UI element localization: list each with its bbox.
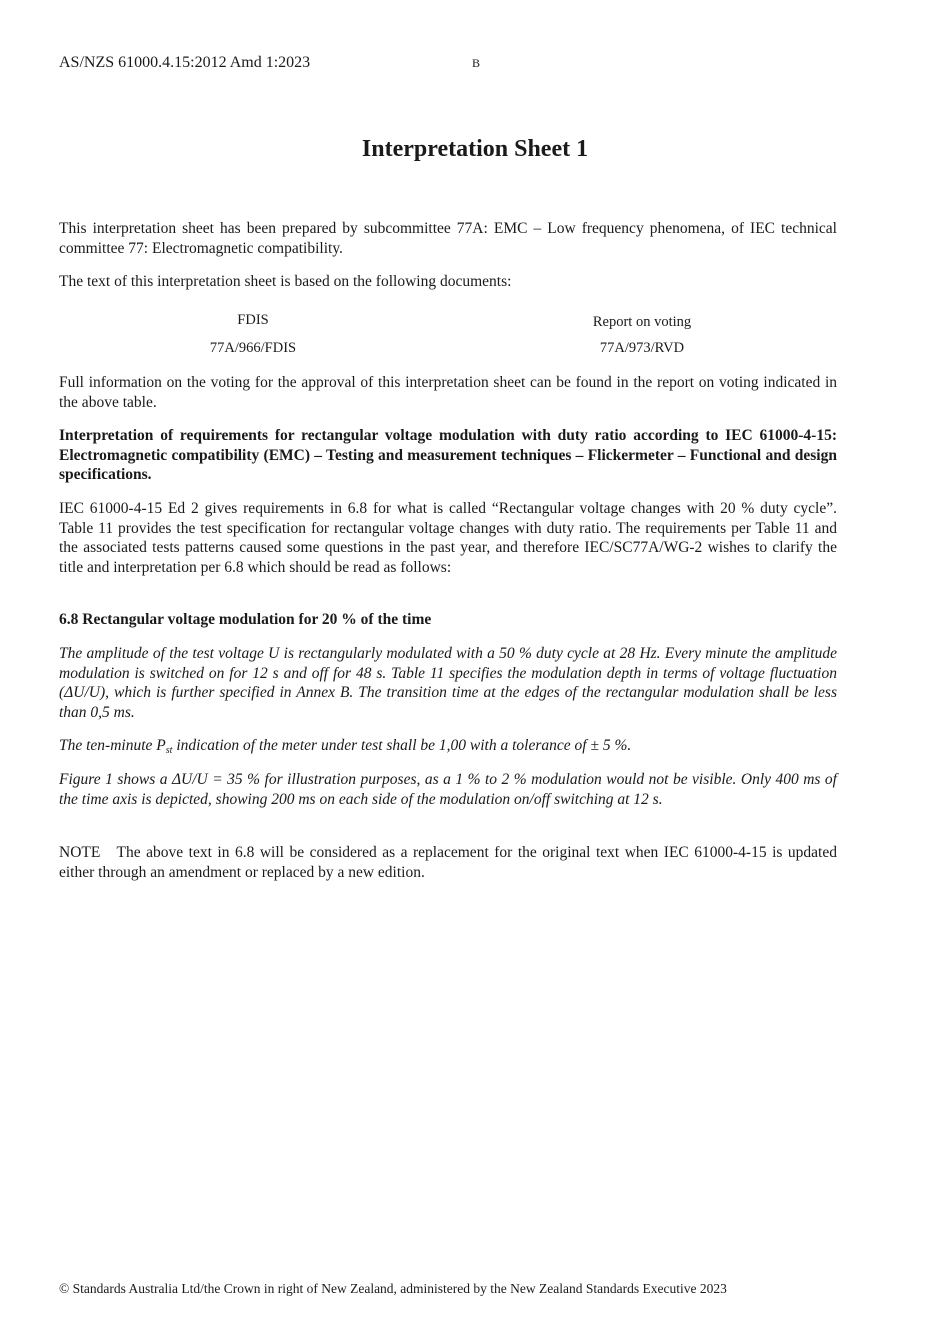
voting-info: Full information on the voting for the approval of this interpretation sheet can be found in the report on voting indicated in the above table. (59, 374, 837, 411)
table-cell-rvd: 77A/973/RVD (599, 340, 685, 356)
table-header-fdis: FDIS (237, 312, 269, 328)
documents-intro: The text of this interpretation sheet is based on the following documents: (59, 273, 512, 290)
background-paragraph: IEC 61000-4-15 Ed 2 gives requirements in 6.8 for what is called “Rectangular voltage changes with 20 % duty cycle”. Table 11 provides the test specification for rectangular voltage changes with duty ratio. The requirements per Table 11 and the associated tests patterns caused some questions in the past year, and therefore IEC/SC77A/WG-2 wishes to clarify the title and interpretation per 6.8 which should be read as follows: (59, 500, 837, 576)
document-id: AS/NZS 61000.4.15:2012 Amd 1:2023 (59, 54, 311, 71)
section-paragraph-2 (59, 736, 837, 761)
copyright-footer: © Standards Australia Ltd/the Crown in right of New Zealand, administered by the New Zealand Standards Executive 2023 (59, 1281, 727, 1296)
page-title: Interpretation Sheet 1 (361, 136, 589, 162)
section-paragraph-3: Figure 1 shows a ΔU/U = 35 % for illustration purposes, as a 1 % to 2 % modulation would not be visible. Only 400 ms of the time axis is depicted, showing 200 ms on each side of the modulation on/off switching at 12 s. (59, 771, 837, 808)
section-heading: 6.8 Rectangular voltage modulation for 20 % of the time (59, 611, 432, 628)
note-paragraph: NOTE The above text in 6.8 will be considered as a replacement for the original text when IEC 61000-4-15 is updated either through an amendment or replaced by a new edition. (59, 844, 841, 881)
pst-text-before: The ten-minute P (59, 737, 166, 754)
pst-subscript: st (165, 745, 173, 756)
section-paragraph-1: The amplitude of the test voltage U is rectangularly modulated with a 50 % duty cycle at 28 Hz. Every minute the amplitude modulation is switched on for 12 s and off for 48 s. Table 11 specifies the modulation depth in terms of voltage fluctuation (ΔU/U), which is further specified in Annex B. The transition time at the edges of the rectangular modulation shall be less than 0,5 ms. (59, 645, 837, 721)
table-cell-fdis: 77A/966/FDIS (209, 340, 297, 356)
pst-text-after: indication of the meter under test shall be 1,00 with a tolerance of ± 5 %. (172, 737, 632, 754)
page-label: B (472, 56, 481, 70)
interpretation-heading: Interpretation of requirements for rectangular voltage modulation with duty ratio according to IEC 61000-4-15: Electromagnetic compatibility (EMC) – Testing and measurement techniques – Flickermeter – Functional and design specifications. (59, 427, 837, 483)
intro-paragraph: This interpretation sheet has been prepared by subcommittee 77A: EMC – Low frequency phenomena, of IEC technical committee 77: Electromagnetic compatibility. (59, 220, 837, 257)
table-header-report: Report on voting (592, 314, 692, 330)
